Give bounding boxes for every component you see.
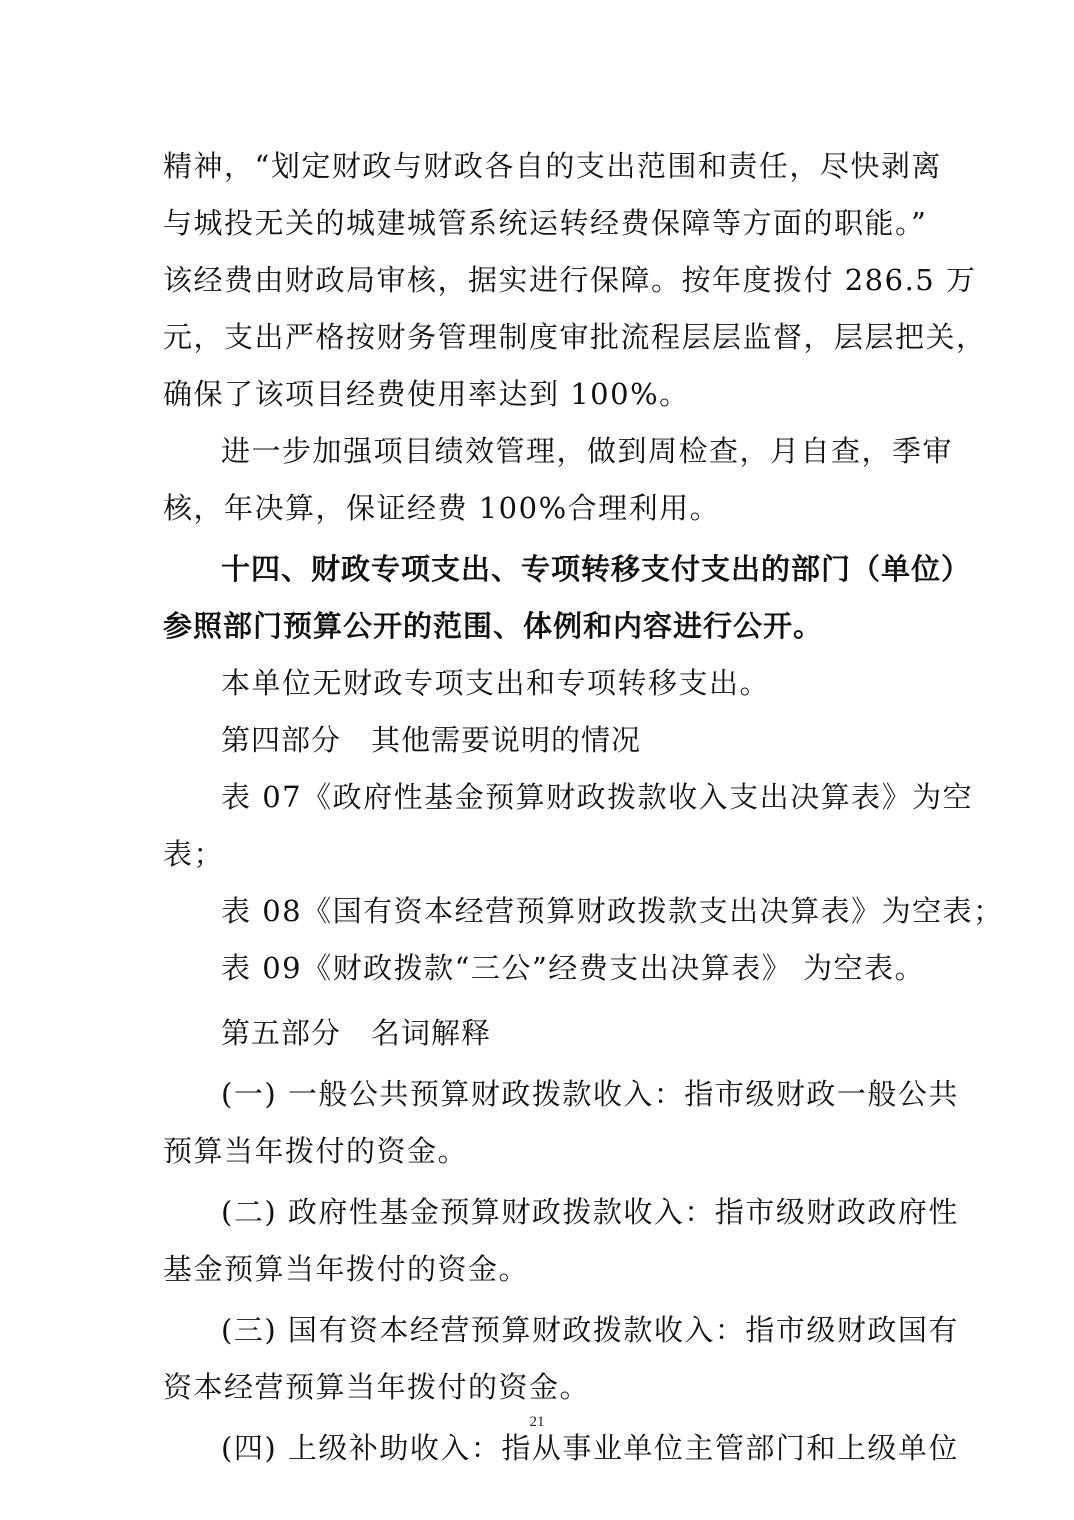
paragraph-line: 进一步加强项目绩效管理，做到周检查，月自查，季审 <box>221 434 954 468</box>
paragraph-line: (二) 政府性基金预算财政拨款收入：指市级财政政府性 <box>221 1195 959 1229</box>
paragraph-line: 资本经营预算当年拨付的资金。 <box>163 1370 591 1404</box>
paragraph-line: (三) 国有资本经营预算财政拨款收入：指市级财政国有 <box>221 1313 959 1347</box>
paragraph-line: 表 08《国有资本经营预算财政拨款支出决算表》为空表； <box>221 894 1004 928</box>
paragraph-line: 核，年决算，保证经费 100%合理利用。 <box>163 491 721 525</box>
part-title: 第四部分 其他需要说明的情况 <box>221 723 642 757</box>
page-number: 21 <box>529 1414 545 1430</box>
paragraph-line: 精神，“划定财政与财政各自的支出范围和责任，尽快剥离 <box>163 149 942 183</box>
paragraph-line: 本单位无财政专项支出和专项转移支出。 <box>221 666 771 700</box>
paragraph-line: 预算当年拨付的资金。 <box>163 1134 469 1168</box>
part-title: 第五部分 名词解释 <box>221 1016 492 1050</box>
paragraph-line: 表 07《政府性基金预算财政拨款收入支出决算表》为空 <box>221 780 974 814</box>
paragraph-line: (四) 上级补助收入：指从事业单位主管部门和上级单位 <box>221 1431 959 1465</box>
section-heading: 十四、财政专项支出、专项转移支付支出的部门（单位） <box>221 552 972 586</box>
paragraph-line: (一) 一般公共预算财政拨款收入：指市级财政一般公共 <box>221 1077 959 1111</box>
paragraph-line: 表； <box>163 837 225 871</box>
page-body <box>163 138 1004 1477</box>
paragraph-line: 与城投无关的城建城管系统运转经费保障等方面的职能。” <box>163 206 928 240</box>
paragraph-line: 该经费由财政局审核，据实进行保障。按年度拨付 286.5 万 <box>163 263 977 297</box>
paragraph-line: 表 09《财政拨款“三公”经费支出决算表》 为空表。 <box>221 951 925 985</box>
paragraph-line: 元，支出严格按财务管理制度审批流程层层监督，层层把关， <box>163 320 987 354</box>
paragraph-line: 确保了该项目经费使用率达到 100%。 <box>163 377 690 411</box>
section-heading: 参照部门预算公开的范围、体例和内容进行公开。 <box>163 609 824 643</box>
paragraph-line: 基金预算当年拨付的资金。 <box>163 1252 530 1286</box>
